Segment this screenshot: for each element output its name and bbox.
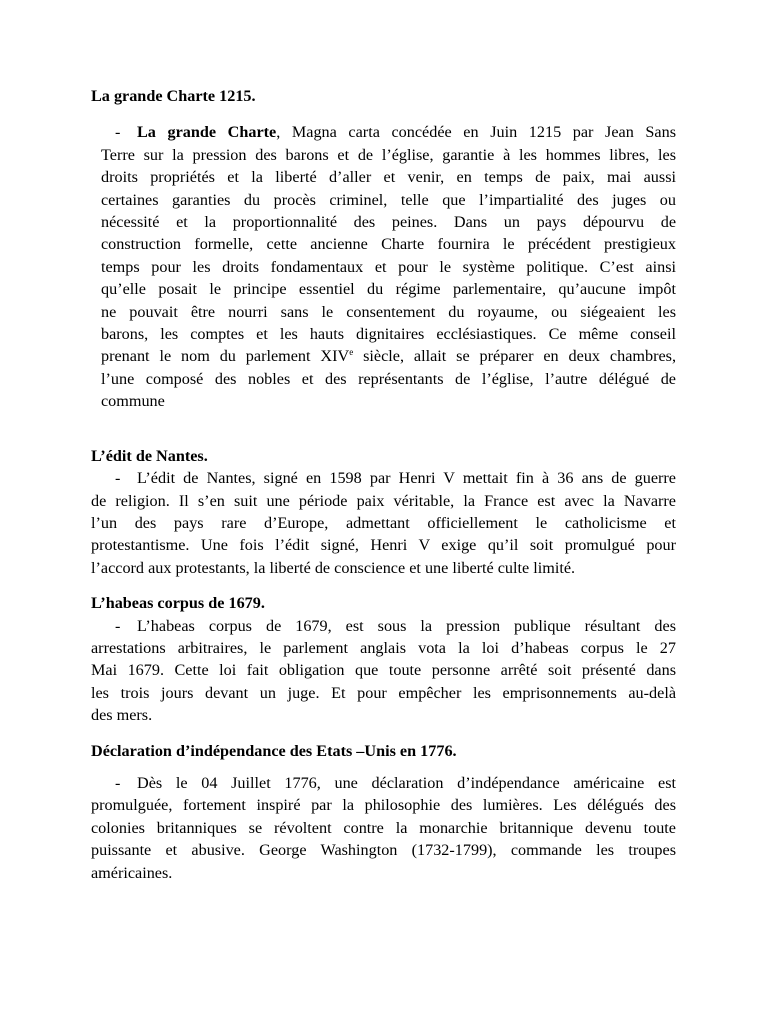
text-line: certaines garanties du procès criminel, telle que l’impartialité des juges ou xyxy=(101,190,676,209)
text-line: des mers. xyxy=(91,706,153,725)
superscript: e xyxy=(349,347,354,358)
text-fragment: L’habeas corpus de 1679, est sous la pression publique résultant des xyxy=(137,616,676,635)
text-line: droits propriétés et la liberté d’aller et venir, en temps de paix, mai aussi xyxy=(101,168,676,187)
text-line: l’une composé des nobles et des représentants de l’église, l’autre délégué de xyxy=(101,369,676,388)
section-heading-grande-charte: La grande Charte 1215. xyxy=(91,87,256,105)
text-line: l’un des pays rare d’Europe, admettant officiellement le catholicisme et xyxy=(91,513,676,532)
text-line xyxy=(91,772,676,794)
text-line xyxy=(101,121,676,143)
list-dash: - xyxy=(115,469,121,488)
text-fragment: prenant le nom du parlement XIV xyxy=(101,347,350,366)
paragraph-declaration-independance xyxy=(91,772,676,884)
bold-term: La grande Charte xyxy=(137,123,277,142)
section-heading-habeas-corpus: L’habeas corpus de 1679. xyxy=(91,594,265,613)
list-dash: - xyxy=(115,616,121,635)
text-line xyxy=(91,615,676,637)
text-line: Mai 1679. Cette loi fait obligation que toute personne arrêté soit présenté dans xyxy=(91,661,676,680)
paragraph-habeas-corpus xyxy=(91,615,676,727)
text-line: commune xyxy=(101,392,165,411)
section-heading-declaration-independance: Déclaration d’indépendance des Etats –Unis en 1776. xyxy=(91,741,457,760)
text-line: temps pour les droits fondamentaux et pour le système politique. C’est ainsi xyxy=(101,257,676,276)
text-line: qu’elle posait le principe essentiel du régime parlementaire, qu’aucune impôt xyxy=(101,280,676,299)
text-line xyxy=(101,345,676,367)
text-line xyxy=(91,467,676,489)
text-line: nécessité et la proportionnalité des peines. Dans un pays dépourvu de xyxy=(101,213,676,232)
text-line: barons, les comptes et les hauts dignitaires ecclésiastiques. Ce même conseil xyxy=(101,325,676,344)
paragraph-grande-charte xyxy=(91,121,676,412)
text-line: ne pouvait être nourri sans le consentement du royaume, ou siégeaient les xyxy=(101,302,676,321)
text-line: puissante et abusive. George Washington (1732-1799), commande les troupes xyxy=(91,841,676,860)
text-line: construction formelle, cette ancienne Charte fournira le précédent prestigieux xyxy=(101,235,676,254)
section-heading-edit-de-nantes: L’édit de Nantes. xyxy=(91,446,208,465)
text-line: de religion. Il s’en suit une période paix véritable, la France est avec la Navarre xyxy=(91,491,676,510)
list-dash: - xyxy=(115,773,121,792)
text-line: promulguée, fortement inspiré par la philosophie des lumières. Les délégués des xyxy=(91,796,676,815)
document-page xyxy=(91,85,676,884)
text-fragment: , Magna carta concédée en Juin 1215 par Jean Sans xyxy=(276,123,676,142)
paragraph-edit-de-nantes xyxy=(91,467,676,579)
text-line: américaines. xyxy=(91,863,173,882)
text-line: arrestations arbitraires, le parlement anglais vota la loi d’habeas corpus le 27 xyxy=(91,638,676,657)
text-fragment: Dès le 04 Juillet 1776, une déclaration d’indépendance américaine est xyxy=(137,773,676,792)
list-dash: - xyxy=(115,123,121,142)
text-fragment: L’édit de Nantes, signé en 1598 par Henri V mettait fin à 36 ans de guerre xyxy=(137,469,676,488)
text-line: les trois jours devant un juge. Et pour empêcher les emprisonnements au-delà xyxy=(91,683,676,702)
text-line: protestantisme. Une fois l’édit signé, Henri V exige qu’il soit promulgué pour xyxy=(91,536,676,555)
text-fragment: siècle, allait se préparer en deux chambres, xyxy=(353,347,676,366)
text-line: Terre sur la pression des barons et de l’église, garantie à les hommes libres, les xyxy=(101,145,676,164)
text-line: l’accord aux protestants, la liberté de conscience et une liberté culte limité. xyxy=(91,558,576,577)
text-line: colonies britanniques se révoltent contre la monarchie britannique devenu toute xyxy=(91,818,676,837)
